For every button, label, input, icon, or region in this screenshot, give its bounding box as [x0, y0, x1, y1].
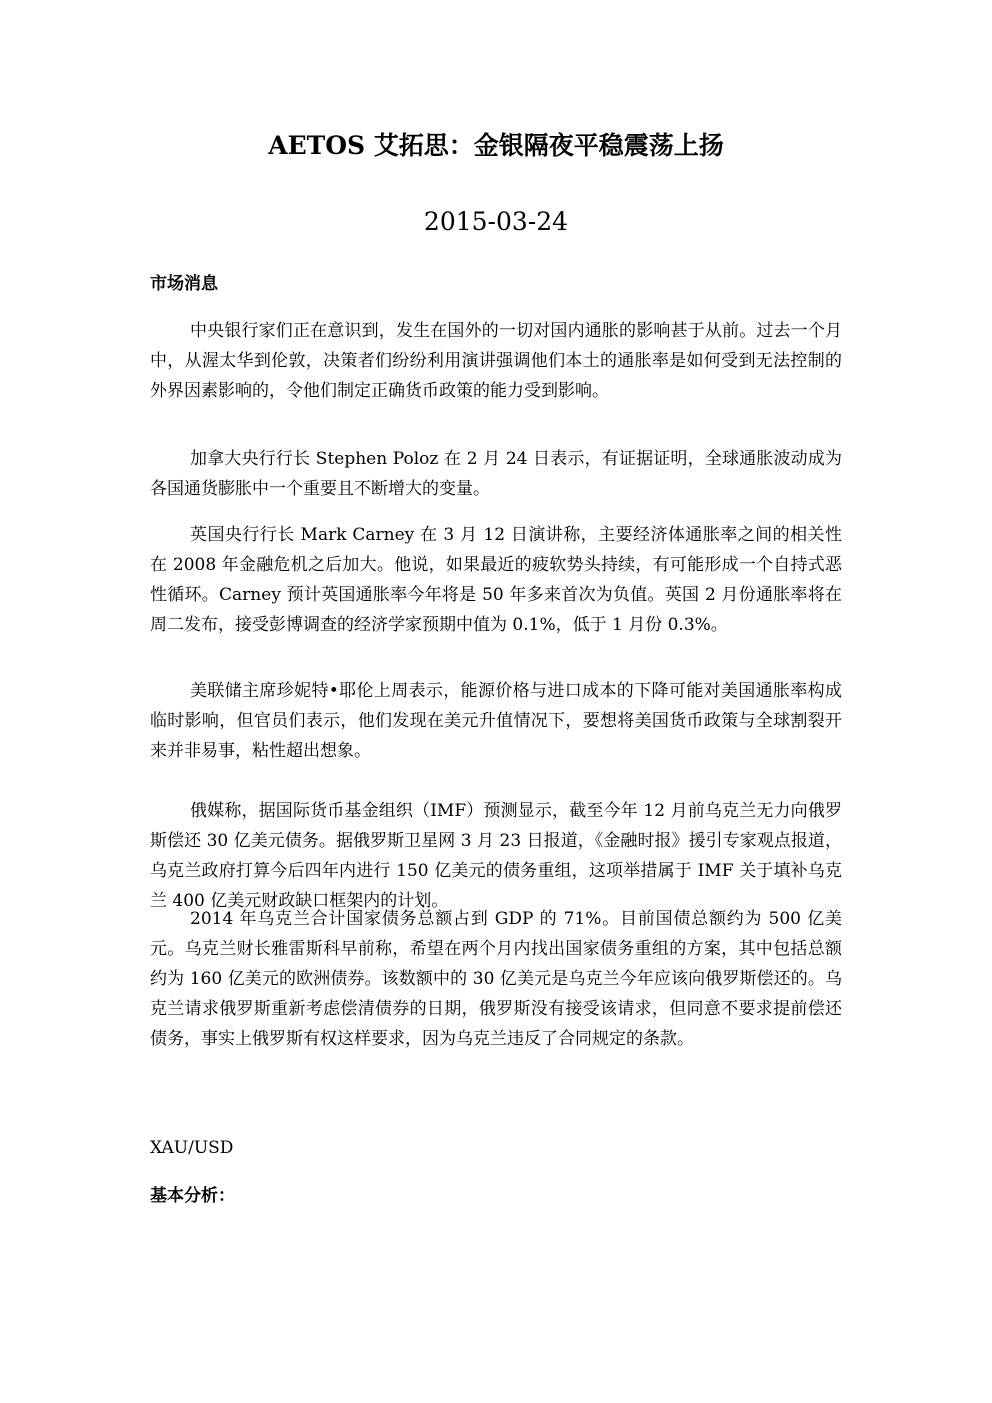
paragraph: 加拿大央行行长 Stephen Poloz 在 2 月 24 日表示，有证据证明，全球通胀波动成为各国通货膨胀中一个重要且不断增大的变量。	[150, 449, 842, 499]
paragraph: 2014 年乌克兰合计国家债务总额占到 GDP 的 71%。目前国债总额约为 500 亿美元。乌克兰财长雅雷斯科早前称，希望在两个月内找出国家债务重组的方案，其中包括总额约为 160 亿美元的欧洲债券。该数额中的 30 亿美元是乌克兰今年应该向俄罗斯偿还的。乌克兰请求俄罗斯重新考虑偿清债券的日期，俄罗斯没有接受该请求，但同意不要求提前偿还债务，事实上俄罗斯有权这样要求，因为乌克兰违反了合同规定的条款。	[150, 909, 842, 1049]
section-heading-market-news: 市场消息	[150, 274, 218, 294]
paragraph: 中央银行家们正在意识到，发生在国外的一切对国内通胀的影响甚于从前。过去一个月中，从渥太华到伦敦，决策者们纷纷利用演讲强调他们本土的通胀率是如何受到无法控制的外界因素影响的，令他们制定正确货币政策的能力受到影响。	[150, 321, 842, 401]
document-title: AETOS 艾拓思：金银隔夜平稳震荡上扬	[268, 131, 724, 160]
paragraph: 俄媒称，据国际货币基金组织（IMF）预测显示，截至今年 12 月前乌克兰无力向俄罗斯偿还 30 亿美元债务。据俄罗斯卫星网 3 月 23 日报道，《金融时报》援引专家观点报道，乌克兰政府打算今后四年内进行 150 亿美元的债务重组，这项举措属于 IMF 关于填补乌克兰 400 亿美元财政缺口框架内的计划。	[150, 801, 842, 911]
instrument-label: XAU/USD	[150, 1138, 234, 1158]
document-date: 2015-03-24	[423, 207, 569, 236]
document-page	[150, 0, 842, 1403]
paragraph: 英国央行行长 Mark Carney 在 3 月 12 日演讲称，主要经济体通胀率之间的相关性在 2008 年金融危机之后加大。他说，如果最近的疲软势头持续，有可能形成一个自持式恶性循环。Carney 预计英国通胀率今年将是 50 年多来首次为负值。英国 2 月份通胀率将在周二发布，接受彭博调查的经济学家预期中值为 0.1%，低于 1 月份 0.3%。	[150, 525, 842, 635]
paragraph: 美联储主席珍妮特•耶伦上周表示，能源价格与进口成本的下降可能对美国通胀率构成临时影响，但官员们表示，他们发现在美元升值情况下，要想将美国货币政策与全球割裂开来并非易事，粘性超出想象。	[150, 681, 842, 761]
section-heading-fundamental-analysis: 基本分析：	[150, 1186, 235, 1206]
